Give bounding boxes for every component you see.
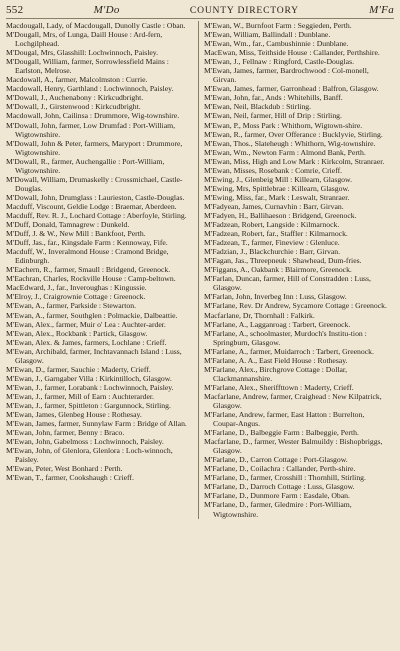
- page-number: 552: [6, 4, 24, 16]
- directory-entry: Macduff, W., Inveralmond House : Cramond Bridge, Edinburgh.: [6, 247, 169, 266]
- directory-entry: M'Ewan, A., farmer, Parkside : Stewarton.: [6, 301, 137, 311]
- directory-entry: M'Ewan, J., farmer, Mill of Earn : Auchterarder.: [6, 391, 154, 401]
- directory-entry: M'Farlane, A., schoolmaster, Murdoch's Institu-tion : Springburn, Glasgow.: [204, 328, 367, 347]
- directory-entry: M'Farlane, D., Balbeggie Farm : Balbeggie, Perth.: [204, 428, 359, 438]
- directory-entry: M'Dowall, J., Girstenwood : Kirkcudbright.: [6, 102, 141, 112]
- directory-entry: M'Farlane, A., farmer, Muidarroch : Tarbert, Greenock.: [204, 346, 374, 356]
- directory-entry: M'Ewan, P., Moss Park : Whithorn, Wigtown-shire.: [204, 120, 363, 130]
- directory-entry: M'Ewing, Miss, far., Mark : Leswalt, Stranraer.: [204, 192, 350, 202]
- directory-entry: M'Dowall, William, Drumaskelly : Crossmichael, Castle-Douglas.: [6, 174, 183, 193]
- directory-entry: M'Ewan, J., farmer, Spittleton : Gargunnock, Stirling.: [6, 400, 171, 410]
- directory-entry: M'Ewan, William, Ballindall : Dunblane.: [204, 30, 331, 40]
- directory-entry: M'Dowall, R., farmer, Auchengallie : Port-William, Wigtownshire.: [6, 156, 165, 175]
- columns: [6, 21, 394, 519]
- directory-entry: M'Ewan, J., Garngaber Villa : Kirkintilloch, Glasgow.: [6, 373, 172, 383]
- directory-entry: M'Farlane, Rev. Dr Andrew, Sycamore Cottage : Greenock.: [204, 301, 387, 311]
- directory-entry: M'Ewan, A., farmer, Southglen : Polmackie, Dalbeattie.: [6, 310, 178, 320]
- directory-entry: M'Ewan, John, Gabelmoss : Lochwinnoch, Paisley.: [6, 437, 164, 447]
- directory-entry: M'Ewan, Miss, High and Low Mark : Kirkcolm, Stranraer.: [204, 156, 385, 166]
- directory-entry: M'Ewan, Wm., far., Cambushinnie : Dunblane.: [204, 39, 349, 49]
- directory-entry: M'Ewan, Neil, farmer, Hill of Drip : Stirling.: [204, 111, 342, 121]
- left-column: [6, 21, 196, 519]
- directory-entry: M'Farlane, D., Carron Cottage : Port-Glasgow.: [204, 455, 348, 465]
- directory-entry: M'Fadzian, J., Blackchurchie : Barr, Girvan.: [204, 247, 340, 257]
- directory-entry: M'Ewan, Alex., Rockbank : Partick, Glasgow.: [6, 328, 148, 338]
- directory-entry: M'Ewan, R., farmer, Over Offerance : Bucklyvie, Stirling.: [204, 129, 383, 139]
- directory-entry: M'Ewan, John, of Glenlora, Glenlora : Loch-winnoch, Paisley.: [6, 446, 173, 465]
- directory-entry: M'Ewing, J., Glenbeig Mill : Killearn, Glasgow.: [204, 174, 352, 184]
- directory-entry: M'Fadyen, H., Ballihaeson : Bridgend, Greenock.: [204, 210, 357, 220]
- directory-entry: M'Farlane, D., Dunmore Farm : Easdale, Oban.: [204, 491, 350, 501]
- directory-entry: M'Dowall, John, Drumglass : Laurieston, Castle-Douglas.: [6, 192, 185, 202]
- directory-entry: M'Ewan, James, farmer, Sunnylaw Farm : Bridge of Allan.: [6, 419, 187, 429]
- directory-entry: M'Farlane, D., Darroch Cottage : Luss, Glasgow.: [204, 482, 355, 492]
- directory-entry: M'Figgans, A., Oakbank : Blairmore, Greenock.: [204, 265, 352, 275]
- directory-entry: M'Ewan, J., farmer, Lorabank : Lochwinnoch, Paisley.: [6, 382, 174, 392]
- directory-entry: M'Ewan, W., Burnfoot Farm : Seggieden, Perth.: [204, 21, 352, 30]
- directory-entry: MacEdward, J., far., Inveroughas : Kingussie.: [6, 283, 147, 293]
- directory-entry: M'Ewing, Mrs, Spittlebrae : Killearn, Glasgow.: [204, 183, 350, 193]
- directory-entry: Macdowall, Henry, Garthland : Lochwinnoch, Paisley.: [6, 84, 174, 94]
- directory-entry: M'Dowall, John & Peter, farmers, Maryport : Drummore, Wigtownshire.: [6, 138, 183, 157]
- directory-entry: M'Duff, Donald, Tamnagrew : Dunkeld.: [6, 220, 130, 230]
- directory-entry: M'Dowall, J., Auchenabony : Kirkcudbright.: [6, 93, 144, 103]
- directory-entry: Macdougall, Lady, of Macdougall, Dunolly Castle : Oban.: [6, 21, 186, 30]
- directory-entry: M'Farlane, Alex., Birchgrove Cottage : Dollar, Clackmannanshire.: [204, 364, 348, 383]
- directory-entry: Macduff, Viscount, Geldie Lodge : Braemar, Aberdeen.: [6, 201, 177, 211]
- directory-entry: Macfarlane, Dr, Thornhall : Falkirk.: [204, 310, 315, 320]
- directory-entry: M'Farlane, Alex., Sheriffttown : Maderty, Crieff.: [204, 382, 354, 392]
- directory-entry: M'Farlane, D., farmer, Gledmire : Port-William, Wigtownshire.: [204, 500, 352, 519]
- directory-entry: M'Ewan, John, far., Ands : Whitehills, Banff.: [204, 93, 343, 103]
- directory-entry: M'Ewan, Peter, West Bonhard : Perth.: [6, 464, 123, 474]
- directory-entry: M'Fadyean, James, Curnavhin : Barr, Girvan.: [204, 201, 344, 211]
- directory-entry: M'Ewan, James, Glenbeg House : Rothesay.: [6, 410, 142, 420]
- right-column: [201, 21, 391, 519]
- page-header: [6, 4, 394, 19]
- directory-entry: M'Eachern, R., farmer, Smaull : Bridgend, Greenock.: [6, 265, 171, 275]
- directory-entry: Macduff, Rev. R. J., Lochard Cottage : Aberfoyle, Stirling.: [6, 210, 187, 220]
- directory-entry: M'Fadzean, Robert, Langside : Kilmarnock.: [204, 220, 340, 230]
- directory-entry: M'Fagan, Jas., Threepneuk : Shawhead, Dum-fries.: [204, 256, 362, 266]
- directory-entry: M'Ewan, James, farmer, Bardrochwood : Col-monell, Girvan.: [204, 66, 369, 85]
- directory-entry: M'Duff, J. & W., New Mill : Bankfoot, Perth.: [6, 229, 146, 239]
- column-divider: [198, 21, 199, 519]
- directory-entry: M'Dougal, Mrs, Glasshill: Lochwinnoch, Paisley.: [6, 48, 159, 58]
- directory-entry: M'Fadzean, T., farmer, Fineview : Glenluce.: [204, 238, 340, 248]
- directory-entry: M'Ewan, J., Fellnaw : Ringford, Castle-Douglas.: [204, 57, 354, 67]
- directory-entry: M'Eachran, Charles, Rockville House : Camp-beltown.: [6, 274, 176, 284]
- directory-entry: M'Dowall, John, farmer, Low Drumfad : Port-William, Wigtownshire.: [6, 120, 176, 139]
- directory-entry: M'Ewan, Misses, Rosebank : Comrie, Crieff.: [204, 165, 343, 175]
- directory-entry: M'Farlan, John, Inverbeg Inn : Luss, Glasgow.: [204, 292, 347, 302]
- directory-entry: M'Ewan, T., farmer, Cookshaugh : Crieff.: [6, 473, 134, 483]
- directory-entry: M'Dougall, William, farmer, Sorrowlessfield Mains : Earlston, Melrose.: [6, 57, 169, 76]
- directory-entry: M'Ewan, Wm., Newton Farm : Almond Bank, Perth.: [204, 147, 366, 157]
- directory-entry: MacEwan, Miss, Teithside House : Callander, Perthshire.: [204, 48, 380, 58]
- directory-entry: M'Farlan, Duncan, farmer, Hill of Constradden : Luss, Glasgow.: [204, 274, 371, 293]
- directory-entry: M'Farlane, A. A., East Field House : Rothesay.: [204, 355, 348, 365]
- directory-entry: M'Farlane, D., Coilachra : Callander, Perth-shire.: [204, 464, 356, 474]
- directory-entry: Macfarlane, D., farmer, Wester Balmuildy : Bishopbriggs, Glasgow.: [204, 437, 383, 456]
- directory-entry: M'Elroy, J., Craigrownie Cottage : Greenock.: [6, 292, 146, 302]
- directory-entry: M'Ewan, Alex., farmer, Muir o' Lea : Auchter-arder.: [6, 319, 166, 329]
- directory-entry: Macdowall, John, Cailinsa : Drummore, Wig-townshire.: [6, 111, 180, 121]
- directory-entry: M'Duff, Jas., far., Kingsdale Farm : Kennoway, Fife.: [6, 238, 168, 248]
- directory-entry: M'Dougall, Mrs, of Lunga, Daill House : Ard-fern, Lochgilphead.: [6, 30, 163, 49]
- directory-entry: M'Farlane, D., farmer, Crosshill : Thornhill, Stirling.: [204, 473, 366, 483]
- directory-entry: M'Ewan, Neil, Blackdub : Stirling.: [204, 102, 312, 112]
- directory-entry: M'Fadzean, Robert, far., Staffler : Kilmarnock.: [204, 229, 348, 239]
- directory-entry: M'Ewan, James, farmer, Garronhead : Balfron, Glasgow.: [204, 84, 379, 94]
- directory-entry: M'Ewan, Thos., Slateheugh : Whithorn, Wig-townshire.: [204, 138, 376, 148]
- page-title: COUNTY DIRECTORY: [189, 5, 299, 16]
- directory-entry: Macdowall, A., farmer, Malcolmston : Currie.: [6, 75, 148, 85]
- left-guide-word: M'Do: [93, 4, 120, 16]
- directory-entry: M'Ewan, John, farmer, Benny : Braco.: [6, 428, 125, 438]
- right-guide-word: M'Fa: [369, 4, 394, 16]
- directory-entry: Macfarlane, Andrew, farmer, Craighead : New Kilpatrick, Glasgow.: [204, 391, 382, 410]
- directory-entry: M'Ewan, Alex. & James, farmers, Lochlane : Crieff.: [6, 337, 167, 347]
- directory-entry: M'Ewan, D., farmer, Sauchie : Maderty, Crieff.: [6, 364, 151, 374]
- directory-entry: M'Farlane, Andrew, farmer, East Hatton : Burrelton, Coupar-Angus.: [204, 410, 365, 429]
- directory-entry: M'Farlane, A., Lagganroag : Tarbert, Greenock.: [204, 319, 351, 329]
- directory-entry: M'Ewan, Archibald, farmer, Inchtavannach Island : Luss, Glasgow.: [6, 346, 182, 365]
